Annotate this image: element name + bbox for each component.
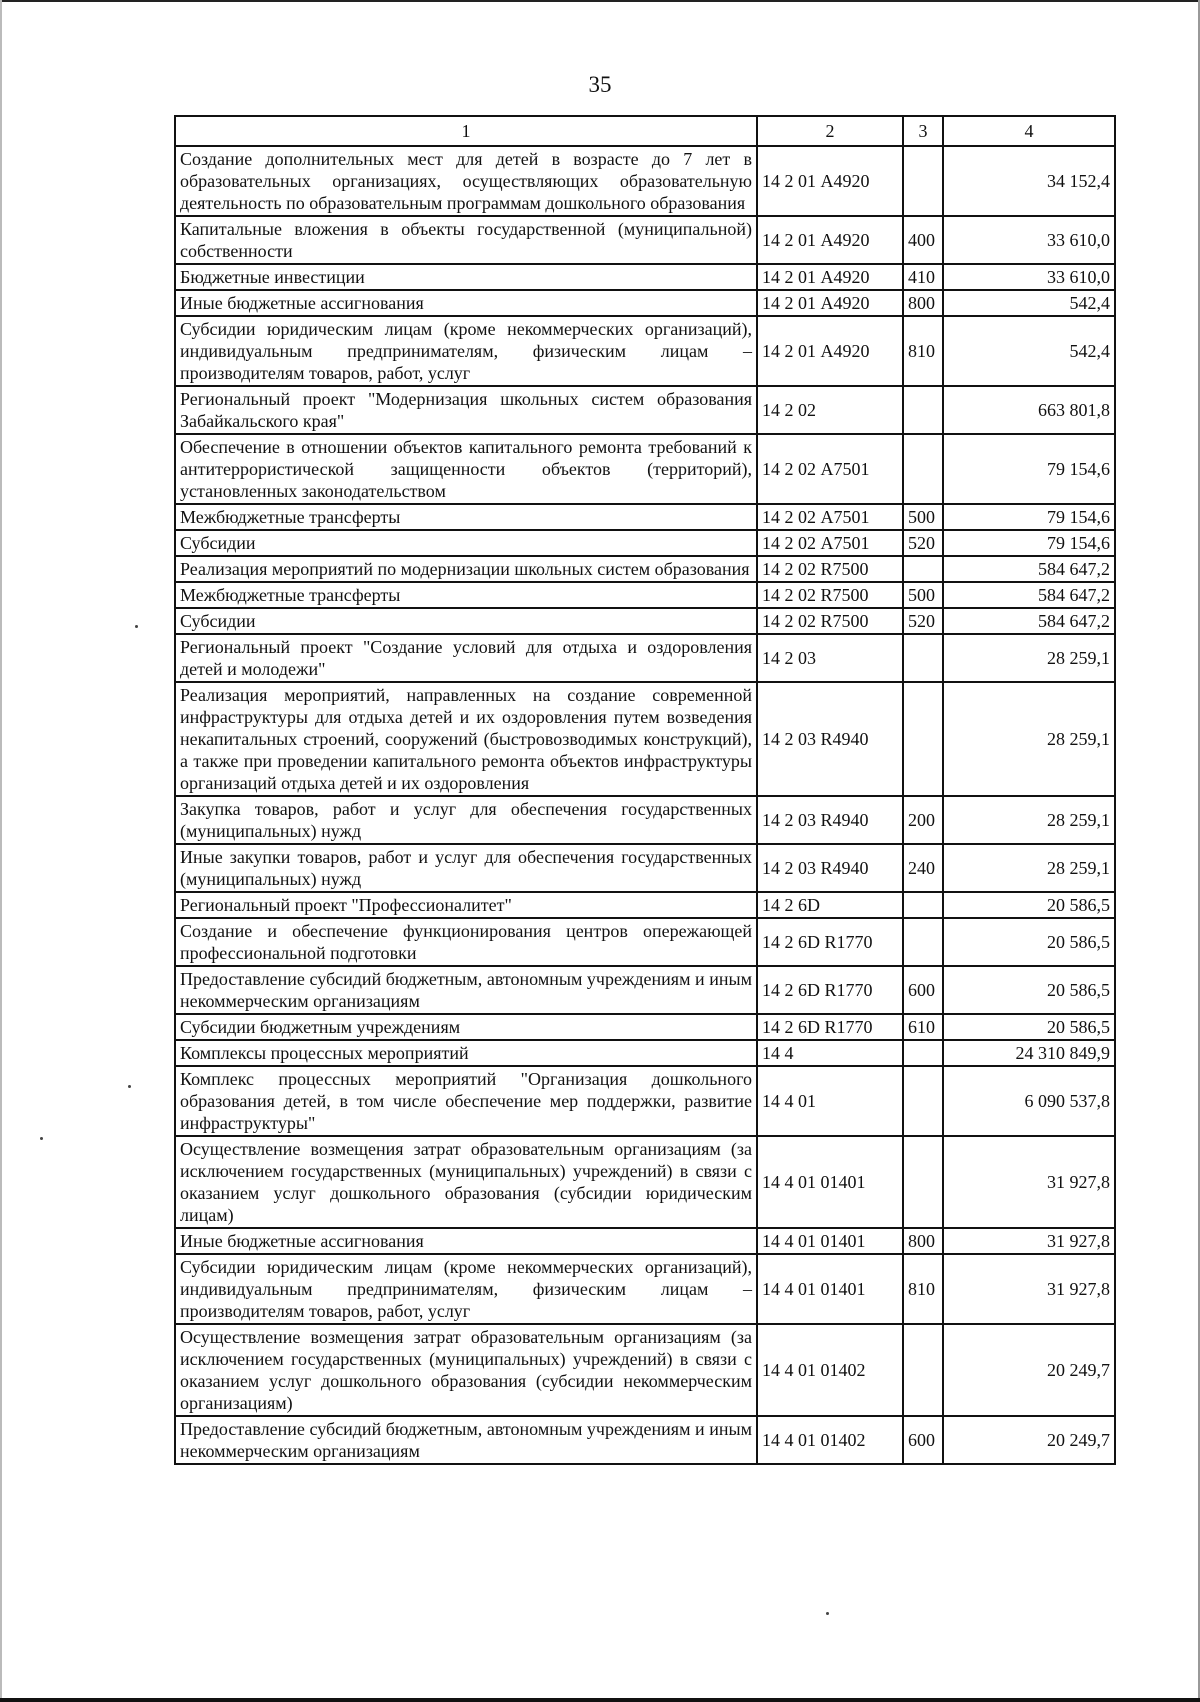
- scan-edge-top: [0, 0, 1200, 2]
- row-code-cell: 14 4 01 01401: [757, 1228, 903, 1254]
- row-name-cell: Создание и обеспечение функционирования центров опережающей профессиональной подготовки: [175, 918, 757, 966]
- row-name-cell: Субсидии юридическим лицам (кроме некоммерческих организаций), индивидуальным предпринимателям, физическим лицам – производителям товаров, работ, услуг: [175, 316, 757, 386]
- table-body: [175, 146, 1115, 1464]
- row-expense-type-cell: 500: [903, 582, 943, 608]
- page-number: 35: [588, 72, 612, 97]
- row-expense-type-cell: 200: [903, 796, 943, 844]
- row-expense-type-cell: 520: [903, 530, 943, 556]
- row-code-cell: 14 4 01: [757, 1066, 903, 1136]
- row-name-cell: Межбюджетные трансферты: [175, 582, 757, 608]
- table-row: [175, 892, 1115, 918]
- row-expense-type-cell: 410: [903, 264, 943, 290]
- row-name-cell: Бюджетные инвестиции: [175, 264, 757, 290]
- row-name-cell: Осуществление возмещения затрат образовательным организациям (за исключением государственных (муниципальных) учреждений) в связи с оказанием услуг дошкольного образования (субсидии юридическим лицам): [175, 1136, 757, 1228]
- table-row: [175, 1324, 1115, 1416]
- row-amount-cell: 79 154,6: [943, 434, 1115, 504]
- row-amount-cell: 584 647,2: [943, 556, 1115, 582]
- row-code-cell: 14 2 03: [757, 634, 903, 682]
- table-row: [175, 918, 1115, 966]
- row-name-cell: Закупка товаров, работ и услуг для обеспечения государственных (муниципальных) нужд: [175, 796, 757, 844]
- row-name-cell: Иные бюджетные ассигнования: [175, 290, 757, 316]
- row-code-cell: 14 2 01 А4920: [757, 264, 903, 290]
- row-code-cell: 14 4 01 01402: [757, 1416, 903, 1464]
- row-expense-type-cell: [903, 1066, 943, 1136]
- table-header-row: [175, 116, 1115, 146]
- row-name-cell: Региональный проект "Создание условий для отдыха и оздоровления детей и молодежи": [175, 634, 757, 682]
- row-code-cell: 14 4 01 01402: [757, 1324, 903, 1416]
- table-row: [175, 966, 1115, 1014]
- row-expense-type-cell: [903, 634, 943, 682]
- row-amount-cell: 20 249,7: [943, 1324, 1115, 1416]
- table-row: [175, 216, 1115, 264]
- row-expense-type-cell: [903, 682, 943, 796]
- header-col-2: 2: [757, 116, 903, 146]
- row-name-cell: Реализация мероприятий, направленных на создание современной инфраструктуры для отдыха детей и их оздоровления путем возведения некапитальных строений, сооружений (быстровозводимых конструкций), а также при проведении капитального ремонта объектов инфраструктуры организаций отдыха детей и их оздоровления: [175, 682, 757, 796]
- row-code-cell: 14 2 6D R1770: [757, 966, 903, 1014]
- row-expense-type-cell: 600: [903, 966, 943, 1014]
- row-name-cell: Субсидии: [175, 530, 757, 556]
- scan-speck: [40, 1137, 43, 1140]
- row-code-cell: 14 2 02 А7501: [757, 530, 903, 556]
- table-row: [175, 146, 1115, 216]
- row-amount-cell: 20 586,5: [943, 1014, 1115, 1040]
- table-row: [175, 386, 1115, 434]
- row-name-cell: Обеспечение в отношении объектов капитального ремонта требований к антитеррористической защищенности объектов (территорий), установленных законодательством: [175, 434, 757, 504]
- row-code-cell: 14 4 01 01401: [757, 1136, 903, 1228]
- row-name-cell: Иные закупки товаров, работ и услуг для обеспечения государственных (муниципальных) нужд: [175, 844, 757, 892]
- table-row: [175, 504, 1115, 530]
- row-expense-type-cell: [903, 1136, 943, 1228]
- row-code-cell: 14 2 6D R1770: [757, 1014, 903, 1040]
- row-expense-type-cell: [903, 434, 943, 504]
- table-row: [175, 844, 1115, 892]
- row-name-cell: Межбюджетные трансферты: [175, 504, 757, 530]
- row-amount-cell: 20 586,5: [943, 918, 1115, 966]
- table-row: [175, 608, 1115, 634]
- row-expense-type-cell: [903, 556, 943, 582]
- table-row: [175, 1066, 1115, 1136]
- row-expense-type-cell: [903, 146, 943, 216]
- table-row: [175, 1014, 1115, 1040]
- row-name-cell: Создание дополнительных мест для детей в возрасте до 7 лет в образовательных организациях, осуществляющих образовательную деятельность по образовательным программам дошкольного образования: [175, 146, 757, 216]
- table-row: [175, 634, 1115, 682]
- row-amount-cell: 663 801,8: [943, 386, 1115, 434]
- row-code-cell: 14 2 03 R4940: [757, 844, 903, 892]
- row-expense-type-cell: [903, 386, 943, 434]
- row-code-cell: 14 2 01 А4920: [757, 290, 903, 316]
- header-col-4: 4: [943, 116, 1115, 146]
- table-row: [175, 796, 1115, 844]
- row-code-cell: 14 2 02 R7500: [757, 608, 903, 634]
- table-row: [175, 582, 1115, 608]
- row-name-cell: Комплекс процессных мероприятий "Организация дошкольного образования детей, в том числе обеспечение мер поддержки, развитие инфраструктуры": [175, 1066, 757, 1136]
- table-row: [175, 1228, 1115, 1254]
- header-col-3: 3: [903, 116, 943, 146]
- row-expense-type-cell: 800: [903, 290, 943, 316]
- row-code-cell: 14 2 02 R7500: [757, 556, 903, 582]
- table-row: [175, 1416, 1115, 1464]
- row-code-cell: 14 2 01 А4920: [757, 316, 903, 386]
- row-name-cell: Региональный проект "Профессионалитет": [175, 892, 757, 918]
- table-row: [175, 530, 1115, 556]
- row-amount-cell: 542,4: [943, 316, 1115, 386]
- row-expense-type-cell: 400: [903, 216, 943, 264]
- scan-speck: [135, 625, 138, 628]
- row-name-cell: Иные бюджетные ассигнования: [175, 1228, 757, 1254]
- table-row: [175, 1040, 1115, 1066]
- table-row: [175, 1136, 1115, 1228]
- table-row: [175, 434, 1115, 504]
- budget-table: [174, 115, 1116, 1465]
- row-name-cell: Субсидии бюджетным учреждениям: [175, 1014, 757, 1040]
- row-name-cell: Региональный проект "Модернизация школьных систем образования Забайкальского края": [175, 386, 757, 434]
- row-amount-cell: 6 090 537,8: [943, 1066, 1115, 1136]
- row-amount-cell: 584 647,2: [943, 582, 1115, 608]
- row-amount-cell: 34 152,4: [943, 146, 1115, 216]
- row-code-cell: 14 2 02 R7500: [757, 582, 903, 608]
- row-code-cell: 14 2 6D R1770: [757, 918, 903, 966]
- row-code-cell: 14 2 01 А4920: [757, 216, 903, 264]
- row-code-cell: 14 2 03 R4940: [757, 682, 903, 796]
- row-amount-cell: 28 259,1: [943, 796, 1115, 844]
- row-expense-type-cell: 810: [903, 316, 943, 386]
- table-row: [175, 316, 1115, 386]
- table-row: [175, 1254, 1115, 1324]
- row-expense-type-cell: 800: [903, 1228, 943, 1254]
- row-name-cell: Капитальные вложения в объекты государственной (муниципальной) собственности: [175, 216, 757, 264]
- row-name-cell: Предоставление субсидий бюджетным, автономным учреждениям и иным некоммерческим организациям: [175, 1416, 757, 1464]
- row-name-cell: Субсидии: [175, 608, 757, 634]
- row-name-cell: Осуществление возмещения затрат образовательным организациям (за исключением государственных (муниципальных) учреждений) в связи с оказанием услуг дошкольного образования (субсидии некоммерческим организациям): [175, 1324, 757, 1416]
- row-amount-cell: 584 647,2: [943, 608, 1115, 634]
- row-amount-cell: 31 927,8: [943, 1254, 1115, 1324]
- row-amount-cell: 28 259,1: [943, 844, 1115, 892]
- row-amount-cell: 20 586,5: [943, 892, 1115, 918]
- row-amount-cell: 79 154,6: [943, 530, 1115, 556]
- row-amount-cell: 24 310 849,9: [943, 1040, 1115, 1066]
- row-expense-type-cell: [903, 1324, 943, 1416]
- row-code-cell: 14 4 01 01401: [757, 1254, 903, 1324]
- row-amount-cell: 33 610,0: [943, 264, 1115, 290]
- row-name-cell: Реализация мероприятий по модернизации школьных систем образования: [175, 556, 757, 582]
- row-amount-cell: 79 154,6: [943, 504, 1115, 530]
- row-name-cell: Комплексы процессных мероприятий: [175, 1040, 757, 1066]
- table-row: [175, 290, 1115, 316]
- row-code-cell: 14 2 03 R4940: [757, 796, 903, 844]
- row-expense-type-cell: 520: [903, 608, 943, 634]
- row-code-cell: 14 2 01 А4920: [757, 146, 903, 216]
- table-row: [175, 264, 1115, 290]
- row-code-cell: 14 2 6D: [757, 892, 903, 918]
- table-header: [175, 116, 1115, 146]
- row-expense-type-cell: 610: [903, 1014, 943, 1040]
- row-expense-type-cell: 500: [903, 504, 943, 530]
- row-amount-cell: 20 249,7: [943, 1416, 1115, 1464]
- row-amount-cell: 28 259,1: [943, 634, 1115, 682]
- table-row: [175, 556, 1115, 582]
- row-amount-cell: 33 610,0: [943, 216, 1115, 264]
- row-name-cell: Предоставление субсидий бюджетным, автономным учреждениям и иным некоммерческим организациям: [175, 966, 757, 1014]
- row-code-cell: 14 2 02 А7501: [757, 504, 903, 530]
- row-code-cell: 14 4: [757, 1040, 903, 1066]
- row-name-cell: Субсидии юридическим лицам (кроме некоммерческих организаций), индивидуальным предпринимателям, физическим лицам – производителям товаров, работ, услуг: [175, 1254, 757, 1324]
- row-amount-cell: 31 927,8: [943, 1228, 1115, 1254]
- table-row: [175, 682, 1115, 796]
- row-code-cell: 14 2 02: [757, 386, 903, 434]
- row-expense-type-cell: [903, 918, 943, 966]
- row-expense-type-cell: 600: [903, 1416, 943, 1464]
- row-expense-type-cell: [903, 1040, 943, 1066]
- scan-edge-left: [0, 0, 2, 1702]
- row-amount-cell: 31 927,8: [943, 1136, 1115, 1228]
- row-expense-type-cell: 240: [903, 844, 943, 892]
- row-amount-cell: 542,4: [943, 290, 1115, 316]
- header-col-1: 1: [175, 116, 757, 146]
- row-amount-cell: 28 259,1: [943, 682, 1115, 796]
- scan-speck: [128, 1085, 131, 1088]
- scan-speck: [826, 1612, 829, 1615]
- row-code-cell: 14 2 02 А7501: [757, 434, 903, 504]
- row-amount-cell: 20 586,5: [943, 966, 1115, 1014]
- row-expense-type-cell: 810: [903, 1254, 943, 1324]
- row-expense-type-cell: [903, 892, 943, 918]
- scan-edge-bottom: [0, 1698, 1200, 1702]
